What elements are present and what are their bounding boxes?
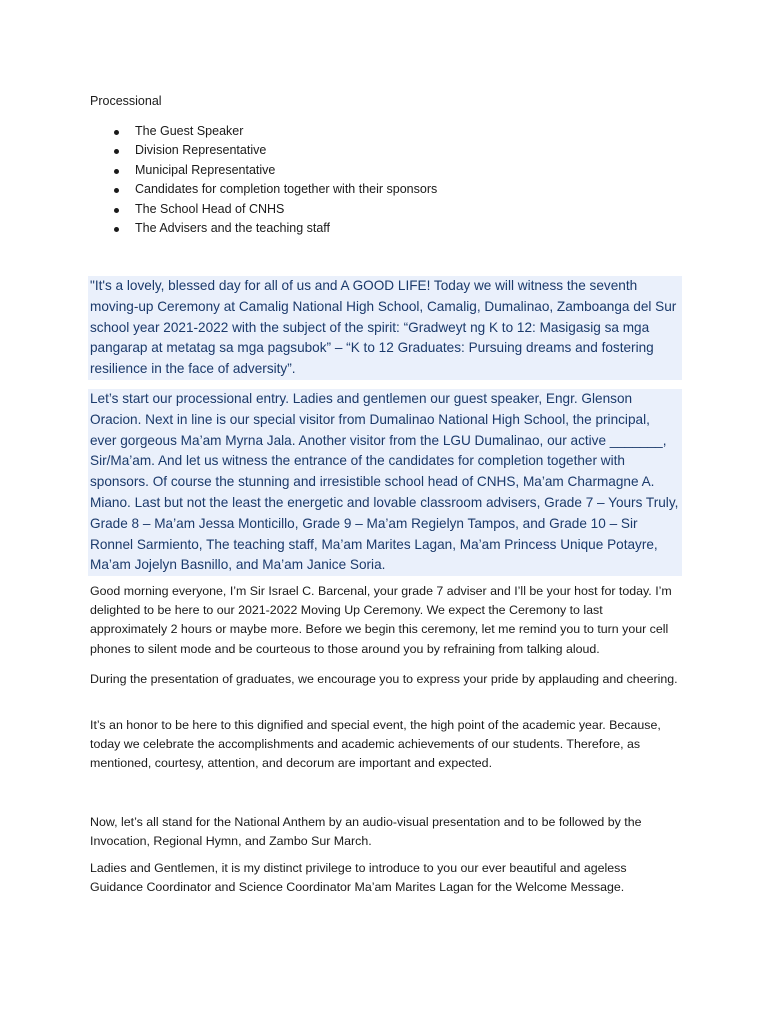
list-item — [90, 180, 690, 199]
list-item-text: Municipal Representative — [135, 162, 276, 177]
bullet-icon — [114, 227, 119, 232]
list-item-text: The Guest Speaker — [135, 124, 244, 138]
list-item-text: Division Representative — [135, 143, 267, 158]
paragraph-presentation: During the presentation of graduates, we encourage you to express your pride by applauding and cheering. — [90, 672, 678, 686]
bullet-icon — [114, 188, 119, 193]
list-item-text: The School Head of CNHS — [135, 201, 285, 216]
list-item — [90, 141, 690, 160]
bullet-icon — [114, 130, 119, 135]
bullet-icon — [114, 149, 119, 154]
list-item — [90, 161, 690, 180]
list-item — [90, 122, 690, 141]
highlighted-paragraph-intro: "It's a lovely, blessed day for all of us and A GOOD LIFE! Today we will witness the seventh moving-up Ceremony at Camalig National High School, Camalig, Dumalinao, Zamboanga del Sur school year 2021-2022 with the subject of the spirit: “Gradweyt ng K to 12: Masigasig sa mga pangarap at metatag sa mga pagsubok” – “K to 12 Graduates: Pursuing dreams and fostering resilience in the face of adversity”. — [88, 276, 682, 380]
bullet-icon — [114, 169, 119, 174]
list-item-text: Candidates for completion together with their sponsors — [135, 182, 438, 197]
list-item-text: The Advisers and the teaching staff — [135, 221, 331, 236]
bullet-icon — [114, 208, 119, 213]
list-item — [90, 200, 690, 219]
paragraph-honor: It’s an honor to be here to this dignified and special event, the high point of the academic year. Because, today we celebrate the accomplishments and academic achievements of our students. Therefore, as mentioned, courtesy, attention, and decorum are important and expected. — [90, 718, 661, 771]
processional-list — [90, 122, 690, 238]
paragraph-greeting: Good morning everyone, I’m Sir Israel C. Barcenal, your grade 7 adviser and I’ll be your host for today. I’m delighted to be here to our 2021-2022 Moving Up Ceremony. We expect the Ceremony to last approximately 2 hours or maybe more. Before we begin this ceremony, let me remind you to turn your cell phones to silent mode and be courteous to those around you by refraining from talking aloud. — [90, 584, 672, 656]
paragraph-anthem: Now, let’s all stand for the National Anthem by an audio-visual presentation and to be followed by the Invocation, Regional Hymn, and Zambo Sur March. — [90, 815, 642, 849]
paragraph-welcome: Ladies and Gentlemen, it is my distinct privilege to introduce to you our ever beautiful and ageless Guidance Coordinator and Science Coordinator Ma’am Marites Lagan for the Welcome Message. — [90, 861, 627, 895]
highlighted-paragraph-processional: Let’s start our processional entry. Ladies and gentlemen our guest speaker, Engr. Glenson Oracion. Next in line is our special visitor from Dumalinao National High School, the principal, ever gorgeous Ma’am Myrna Jala. Another visitor from the LGU Dumalinao, our active _______, Sir/Ma’am. And let us witness the entrance of the candidates for completion together with sponsors. Of course the stunning and irresistible school head of CNHS, Ma’am Charmagne A. Miano. Last but not the least the energetic and lovable classroom advisers, Grade 7 – Yours Truly, Grade 8 – Ma’am Jessa Monticillo, Grade 9 – Ma’am Regielyn Tampos, and Grade 10 – Sir Ronnel Sarmiento, The teaching staff, Ma’am Marites Lagan, Ma’am Princess Unique Potayre, Ma’am Jojelyn Basnillo, and Ma’am Janice Soria. — [88, 389, 682, 576]
section-heading: Processional — [90, 94, 162, 108]
list-item — [90, 219, 690, 238]
